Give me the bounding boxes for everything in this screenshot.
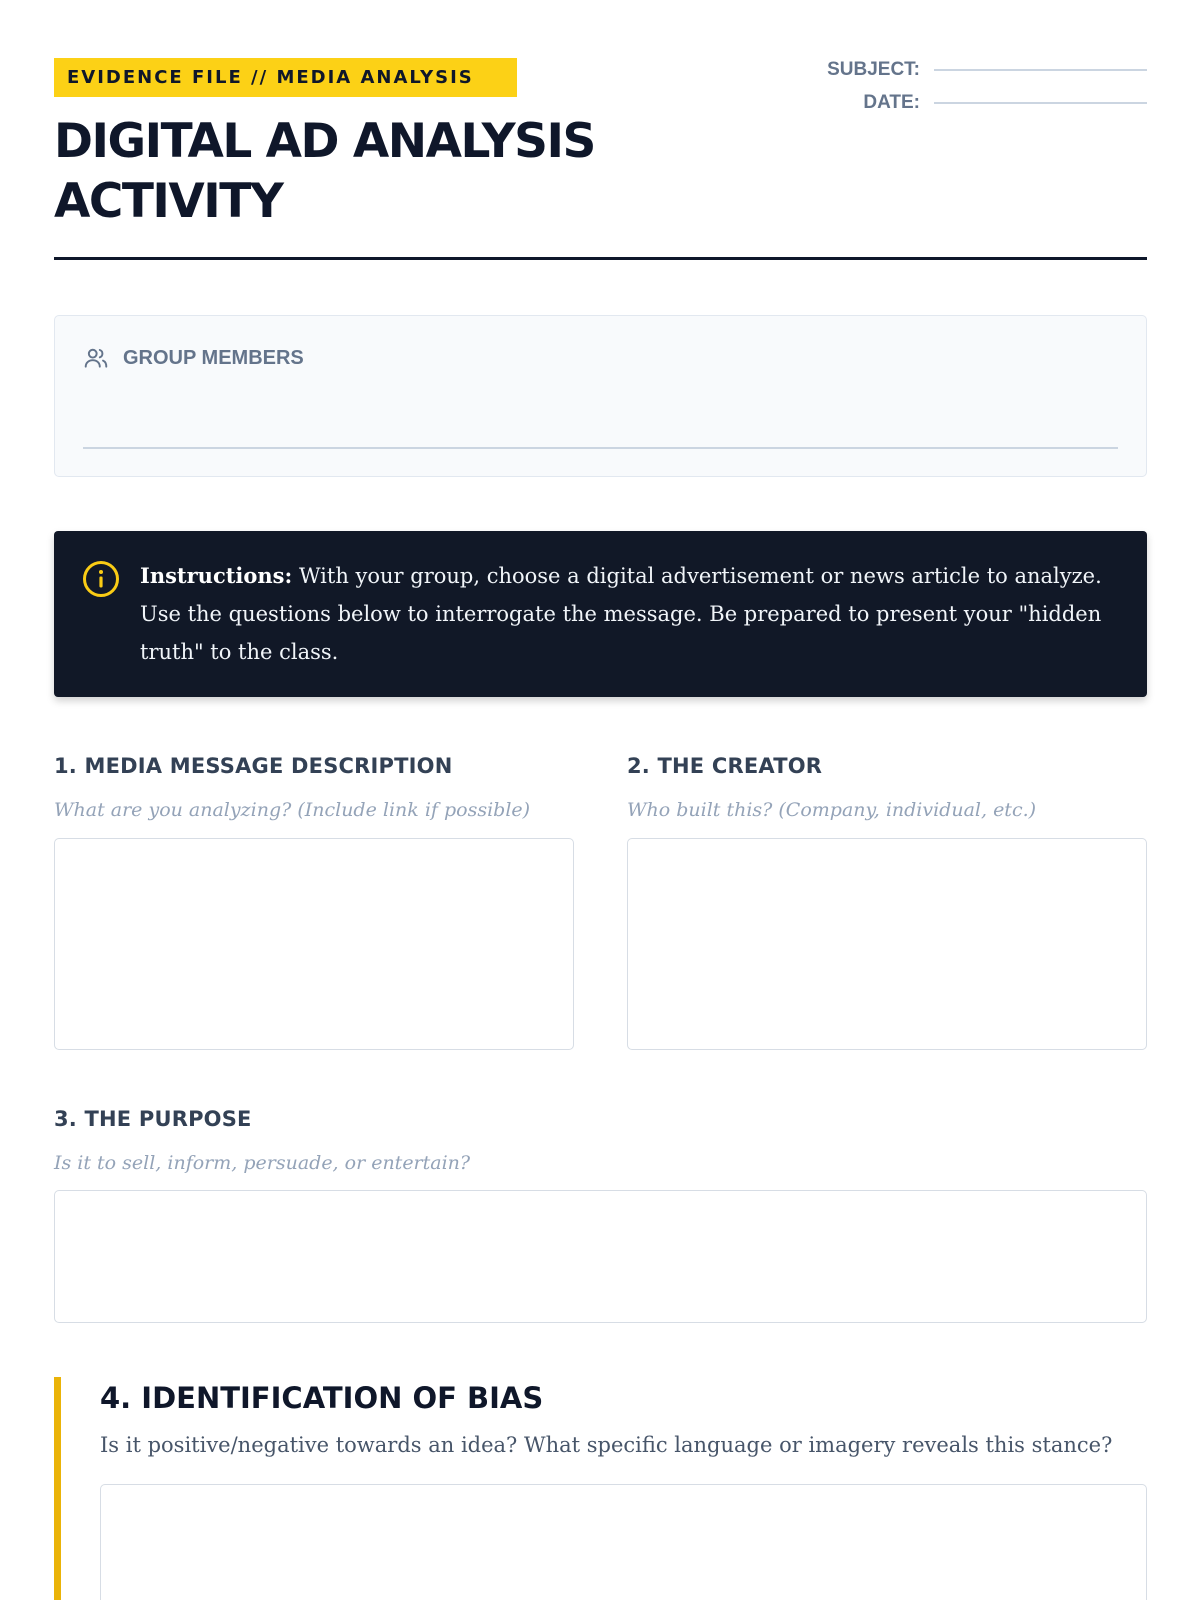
evidence-file-tag: EVIDENCE FILE // MEDIA ANALYSIS — [54, 58, 517, 97]
section-4-title: 4. IDENTIFICATION OF BIAS — [100, 1381, 544, 1415]
section-1-answer-box[interactable] — [54, 838, 574, 1050]
group-members-label: GROUP MEMBERS — [123, 346, 304, 369]
group-members-heading — [83, 344, 304, 372]
page-title — [54, 112, 694, 232]
instructions-body: With your group, choose a digital advertisement or news article to analyze. Use the questions below to interrogate the message. Be prepared to present your "hidden truth" to the class. — [140, 564, 1102, 664]
subject-line[interactable] — [934, 69, 1147, 71]
section-4-answer-box[interactable] — [100, 1484, 1147, 1600]
section-1-title: 1. MEDIA MESSAGE DESCRIPTION — [54, 754, 453, 778]
date-label: DATE: — [863, 92, 920, 113]
title-line-1: DIGITAL AD ANALYSIS — [54, 114, 595, 169]
section-2-answer-box[interactable] — [627, 838, 1147, 1050]
section-3-hint: Is it to sell, inform, persuade, or entertain? — [54, 1152, 471, 1174]
group-members-box — [54, 315, 1147, 477]
section-3-answer-box[interactable] — [54, 1190, 1147, 1323]
title-line-2: ACTIVITY — [54, 174, 283, 229]
worksheet-header — [54, 58, 1147, 260]
section-3-title: 3. THE PURPOSE — [54, 1107, 252, 1131]
group-members-input-line[interactable] — [83, 447, 1118, 449]
section-1-hint: What are you analyzing? (Include link if possible) — [54, 799, 531, 821]
users-icon — [83, 345, 109, 371]
instructions-panel — [54, 531, 1147, 697]
worksheet-page — [54, 0, 1147, 1600]
section-2-title: 2. THE CREATOR — [627, 754, 823, 778]
date-line[interactable] — [934, 102, 1147, 104]
subject-field[interactable] — [817, 58, 1147, 82]
instructions-label: Instructions: — [140, 563, 293, 588]
section-4-accent-bar — [54, 1377, 61, 1600]
section-2-hint: Who built this? (Company, individual, etc.) — [627, 799, 1037, 821]
instructions-text — [140, 557, 1110, 671]
date-field[interactable] — [817, 91, 1147, 115]
info-icon — [81, 559, 121, 599]
subject-label: SUBJECT: — [827, 59, 920, 80]
section-4-hint: Is it positive/negative towards an idea? What specific language or imagery reveals this stance? — [100, 1433, 1113, 1457]
